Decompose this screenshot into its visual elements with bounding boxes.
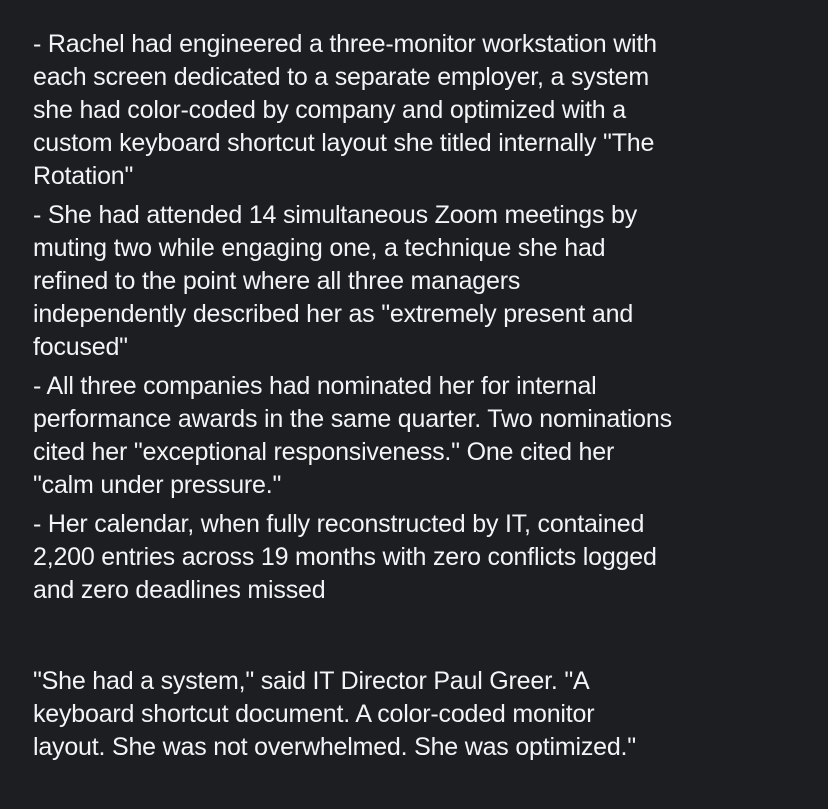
quote-paragraph: "She had a system," said IT Director Paul Greer. "A keyboard shortcut document. A color-coded monitor layout. She was not overwhelmed. She was optimized." (33, 667, 636, 761)
bullet-item: - She had attended 14 simultaneous Zoom meetings by muting two while engaging one, a technique she had refined to the point where all three managers independently described her as "extremely present and focused" (33, 201, 638, 361)
bullet-item: - Her calendar, when fully reconstructed by IT, contained 2,200 entries across 19 months with zero conflicts logged and zero deadlines missed (33, 510, 657, 604)
bullet-item: - All three companies had nominated her for internal performance awards in the same quarter. Two nominations cited her "exceptional responsiveness." One cited her "calm under pressure." (33, 372, 672, 499)
bullet-item: - Rachel had engineered a three-monitor workstation with each screen dedicated to a separate employer, a system she had color-coded by company and optimized with a custom keyboard shortcut layout she titled internally "The Rotation" (33, 30, 657, 190)
bullet-list (33, 28, 798, 607)
